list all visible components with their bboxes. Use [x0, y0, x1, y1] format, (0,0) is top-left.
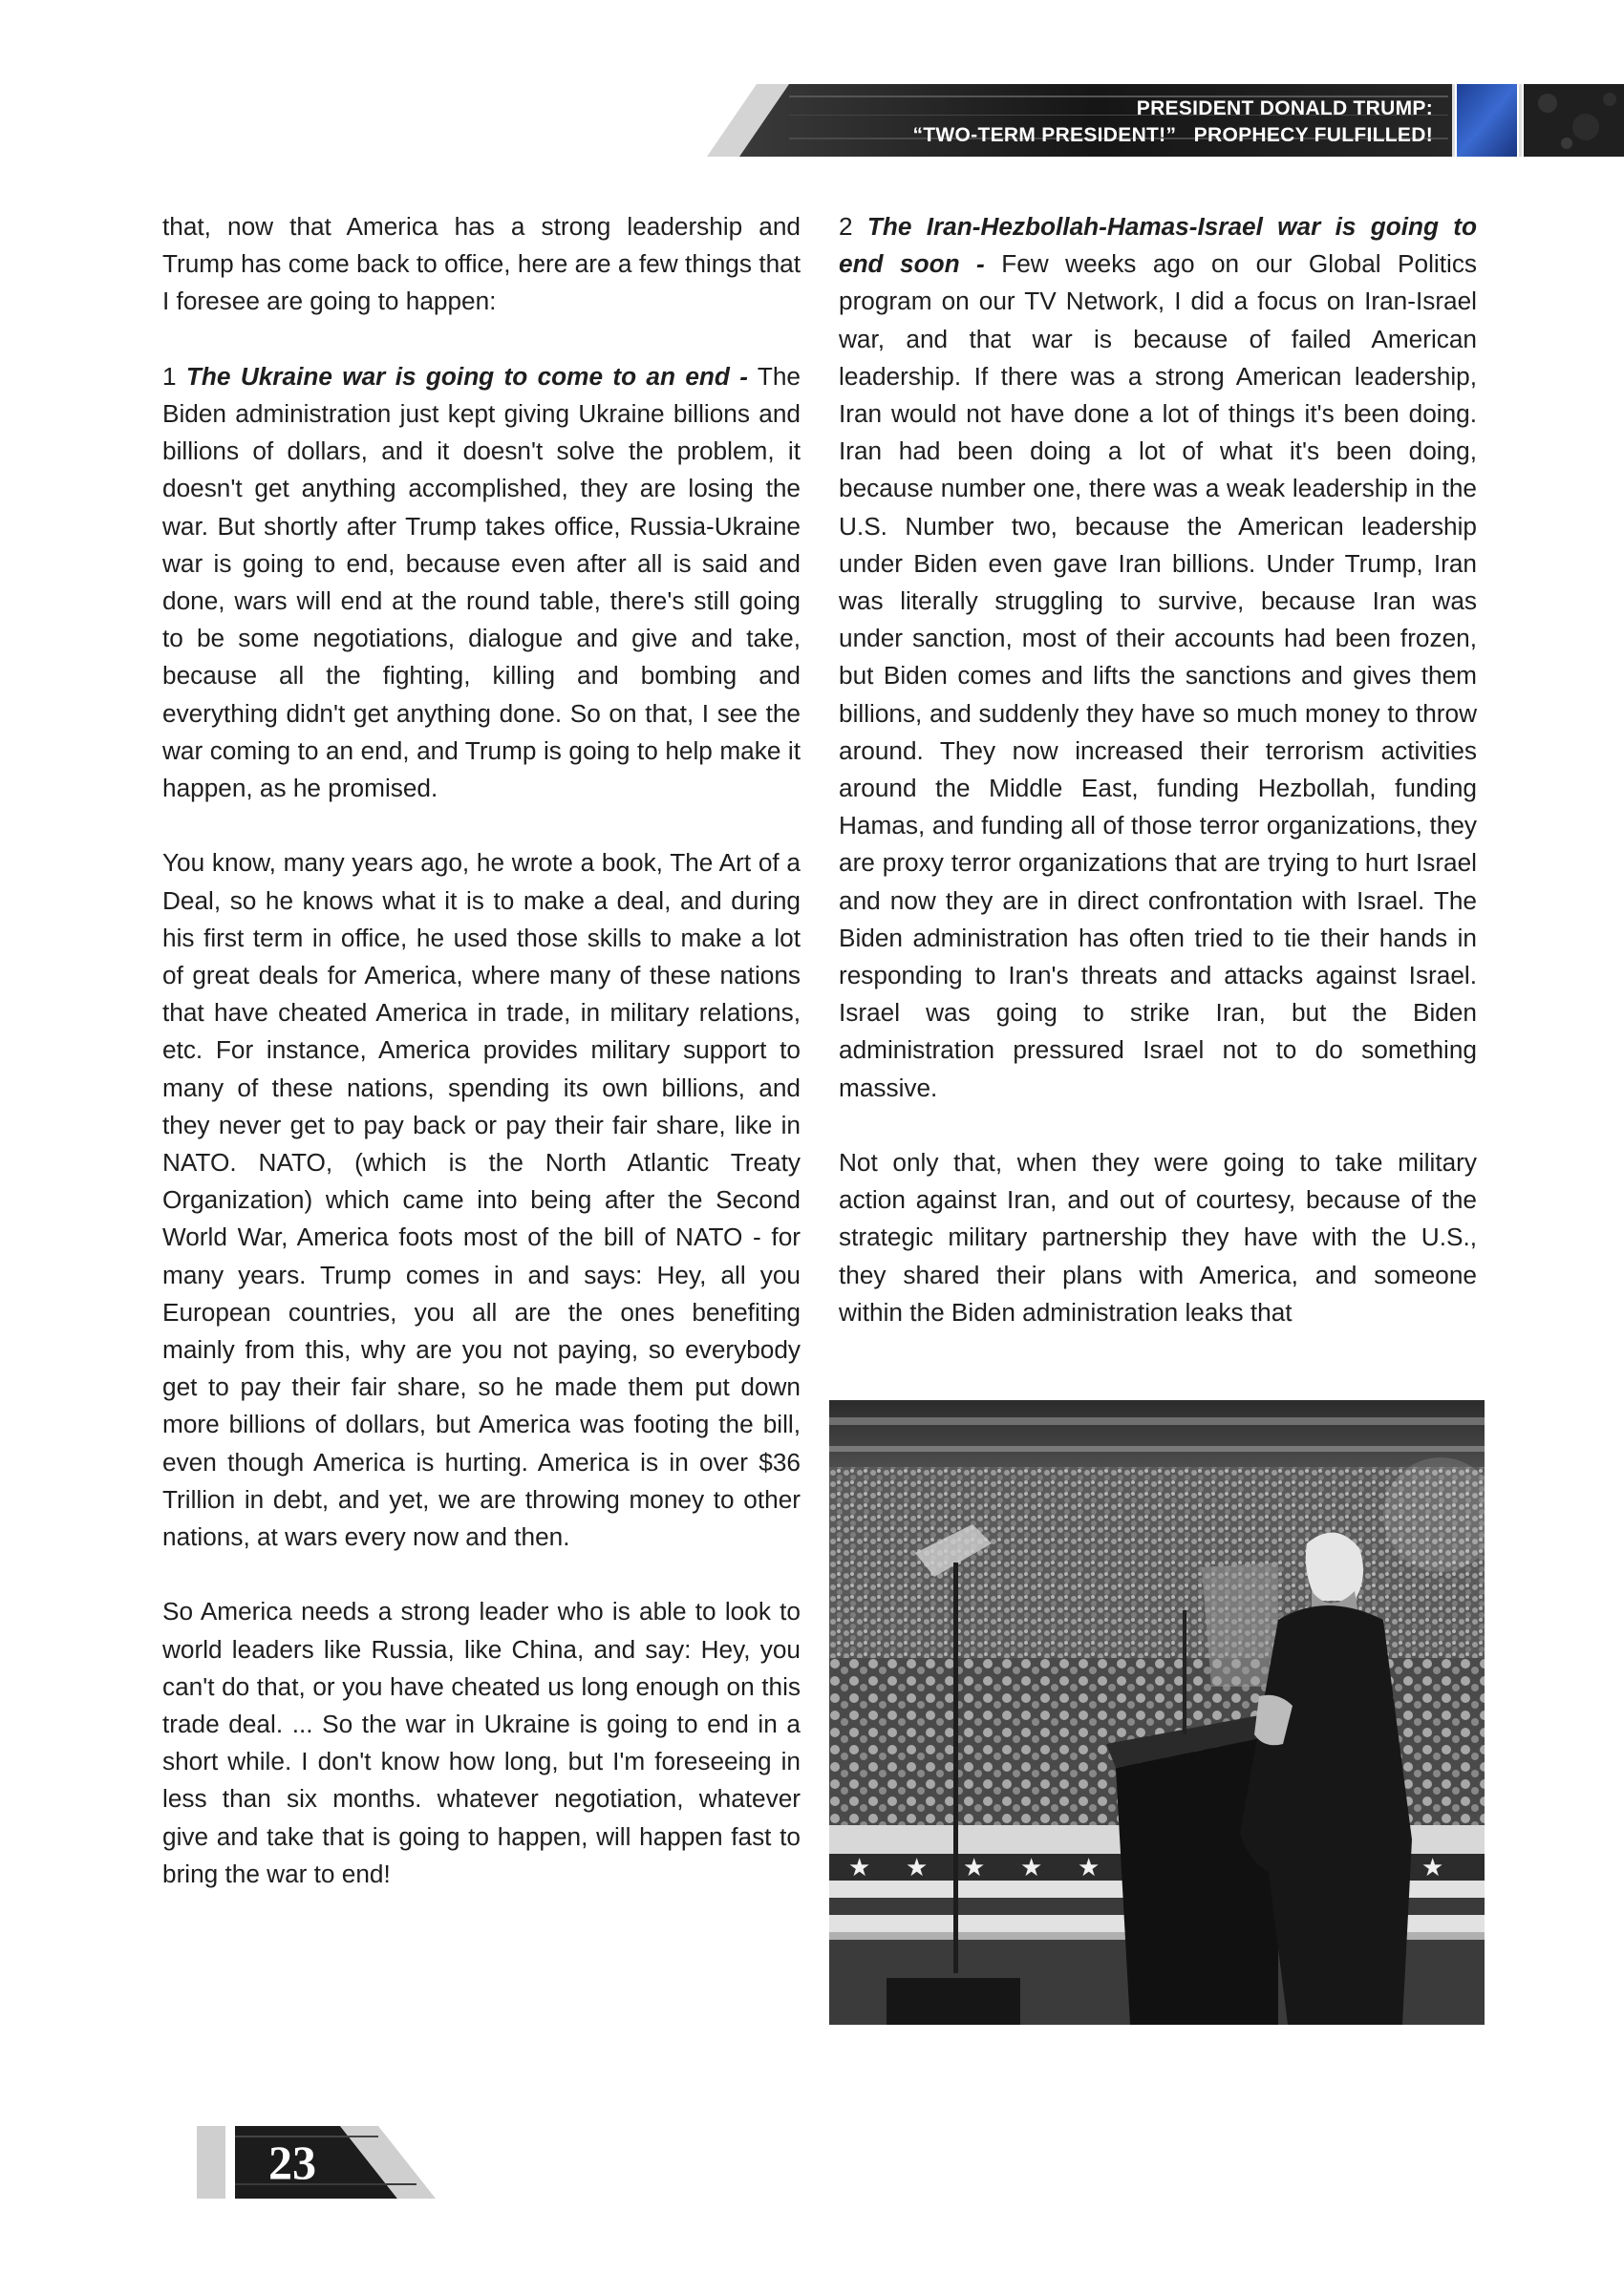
svg-text:★: ★ — [1078, 1854, 1100, 1882]
left-paragraph-1: that, now that America has a strong leadership and Trump has come back to office, here are a few things that I foresee are going to happen: — [162, 212, 801, 316]
header-title — [912, 96, 1433, 149]
section-number-2: 2 — [839, 212, 867, 241]
page-footer — [197, 2126, 474, 2199]
footer-shape — [197, 2126, 474, 2199]
svg-text:★: ★ — [906, 1854, 929, 1882]
left-paragraph-2 — [162, 358, 801, 807]
left-column — [162, 208, 801, 1893]
rally-photo — [829, 1400, 1485, 2025]
rally-photo-illustration — [829, 1400, 1485, 2025]
right-paragraph-2: Not only that, when they were going to take military action against Iran, and out of courtesy, because of the strategic military partnership they have with the U.S., they shared their plans with America, and someone within the Biden administration leaks that — [839, 1148, 1477, 1327]
right-paragraph-1-text: Few weeks ago on our Global Politics program on our TV Network, I did a focus on Iran-Israel war, and that war is because of failed American leadership. If there was a strong American leadership, Iran would not have done a lot of things it's been doing. Iran had been doing a lot of what it's been doing, because number one, there was a weak leadership in the U.S. Number two, because the American leadership under Biden even gave Iran billions. Under Trump, Iran was literally struggling to survive, because Iran was under sanction, most of their accounts had been frozen, but Biden comes and lifts the sanctions and gives them billions, and suddenly they have so much money to throw around. They now increased their terrorism activities around the Middle East, funding Hezbollah, funding Hamas, and funding all of those terror organizations, they are proxy terror organizations that are trying to hurt Israel and now they are in direct confrontation with Israel. The Biden administration has often tried to tie their hands in responding to Iran's threats and attacks against Israel. Israel was going to strike Iran, but the Biden administration pressured Israel not to do something massive. — [839, 249, 1478, 1102]
svg-text:★: ★ — [1020, 1854, 1043, 1882]
section-heading-ukraine: The Ukraine war is going to come to an end - — [185, 361, 748, 391]
svg-text:★: ★ — [963, 1854, 986, 1882]
left-paragraph-2-text: The Biden administration just kept giving Ukraine billions and billions of dollars, and it doesn't solve the problem, it doesn't get anything accomplished, they are losing the war. But shortly after Trump takes office, Russia-Ukraine war is going to end, because even after all is said and done, wars will end at the round table, there's still going to be some negotiations, dialogue and give and take, because all the fighting, killing and bombing and everything didn't get anything done. So on that, I see the war coming to an end, and Trump is going to help make it happen, as he promised. — [162, 361, 801, 803]
right-column — [839, 208, 1477, 1331]
header-title-line1: PRESIDENT DONALD TRUMP: — [1136, 97, 1433, 119]
right-paragraph-1 — [839, 208, 1477, 1107]
left-paragraph-3: You know, many years ago, he wrote a book, The Art of a Deal, so he knows what it is to make a deal, and during his first term in office, he used those skills to make a lot of great deals for America, where many of these nations that have cheated America in trade, in military relations, etc. For instance, America provides military support to many of these nations, spending its own billions, and they never get to pay back or pay their fair share, like in NATO. NATO, (which is the North Atlantic Treaty Organization) which came into being after the Second World War, America foots most of the bill of NATO - for many years. Trump comes in and says: Hey, all you European countries, you all are the ones benefiting mainly from this, why are you not paying, so everybody get to pay their fair share, so he made them put down more billions of dollars, but America was footing the bill, even though America is hurting. America is in over $36 Trillion in debt, and yet, we are throwing money to other nations, at wars every now and then. — [162, 848, 801, 1552]
section-number-1: 1 — [162, 361, 186, 391]
svg-text:★: ★ — [848, 1854, 871, 1882]
svg-text:★: ★ — [1421, 1854, 1444, 1882]
page-number: 23 — [268, 2136, 316, 2189]
header-title-line2: “TWO-TERM PRESIDENT!” PROPHECY FULFILLED! — [912, 124, 1433, 146]
left-paragraph-4: So America needs a strong leader who is able to look to world leaders like Russia, like China, and say: Hey, you can't do that, or you have cheated us long enough on this trade deal. ... So the war in Ukraine is going to end in a short while. I don't know how long, but I'm foreseeing in less than six months. whatever negotiation, whatever give and take that is going to happen, will happen fast to bring the war to end! — [162, 1597, 801, 1888]
section-heading-iran: The Iran-Hezbollah-Hamas-Israel war is going to end soon - — [839, 212, 1477, 279]
header-banner — [707, 84, 1624, 159]
